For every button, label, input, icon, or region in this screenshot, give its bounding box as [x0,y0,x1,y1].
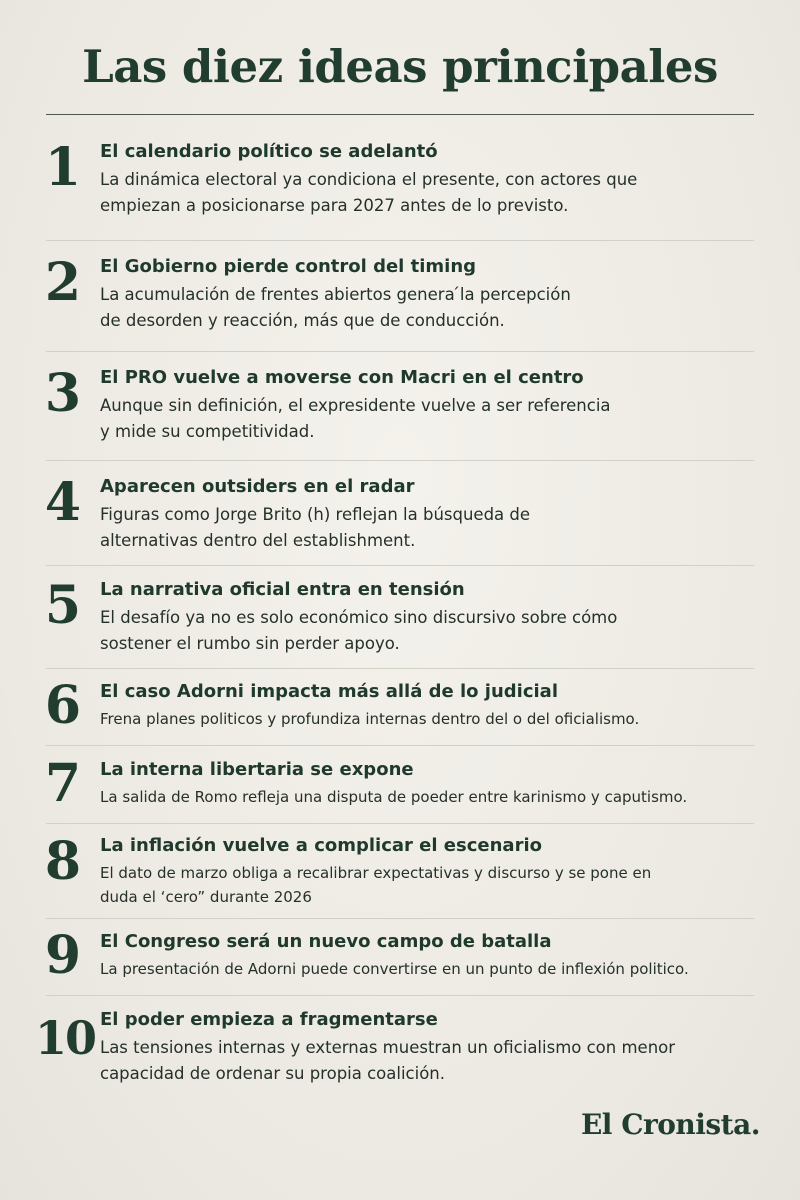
idea-number: 3 [44,363,82,424]
item-divider [46,240,754,241]
idea-number: 7 [44,753,82,814]
title-divider [46,114,754,115]
item-divider [46,351,754,352]
description-line: de desorden y reacción, más que de conducción. [100,311,505,330]
idea-description [100,605,780,657]
description-line: Figuras como Jorge Brito (h) reflejan la búsqueda de [100,505,531,524]
item-divider [46,745,754,746]
idea-heading: La interna libertaria se expone [100,759,414,780]
description-line: Aunque sin definición, el expresidente vuelve a ser referencia [100,396,611,415]
idea-number: 4 [44,472,82,533]
idea-description [100,957,790,981]
description-line: alternativas dentro del establishment. [100,531,416,550]
idea-number: 10 [34,1011,95,1065]
idea-description [100,393,780,445]
idea-number: 2 [44,252,82,313]
item-divider [46,918,754,919]
publisher-logo: El Cronista. [580,1108,760,1141]
description-line: El desafío ya no es solo económico sino discursivo sobre cómo [100,608,618,627]
idea-heading: La narrativa oficial entra en tensión [100,579,465,600]
idea-heading: El caso Adorni impacta más allá de lo judicial [100,681,558,702]
idea-number: 8 [44,831,82,892]
idea-description [100,861,790,909]
description-line: La dinámica electoral ya condiciona el presente, con actores que [100,170,638,189]
description-line: La acumulación de frentes abiertos genera ́la percepción [100,285,571,304]
description-line: y mide su competitividad. [100,422,315,441]
idea-heading: La inflación vuelve a complicar el escenario [100,835,542,856]
idea-heading: El PRO vuelve a moverse con Macri en el centro [100,367,584,388]
item-divider [46,565,754,566]
idea-description [100,167,780,219]
idea-description [100,502,780,554]
idea-number: 1 [44,137,82,198]
idea-number: 5 [44,575,82,636]
idea-heading: El calendario político se adelantó [100,141,438,162]
description-line: Frena planes politicos y profundiza internas dentro del o del oficialismo. [100,710,640,728]
idea-heading: El poder empieza a fragmentarse [100,1009,438,1030]
page-title: Las diez ideas principales [82,40,718,93]
description-line: La salida de Romo refleja una disputa de poeder entre karinismo y caputismo. [100,788,688,806]
idea-number: 6 [44,675,82,736]
idea-description [100,1035,780,1087]
description-line: El dato de marzo obliga a recalibrar expectativas y discurso y se pone en [100,864,652,882]
item-divider [46,823,754,824]
item-divider [46,995,754,996]
idea-description [100,785,790,809]
idea-heading: Aparecen outsiders en el radar [100,476,415,497]
idea-heading: El Congreso será un nuevo campo de batalla [100,931,552,952]
description-line: empiezan a posicionarse para 2027 antes de lo previsto. [100,196,569,215]
description-line: capacidad de ordenar su propia coalición. [100,1064,446,1083]
idea-number: 9 [44,925,82,986]
description-line: La presentación de Adorni puede convertirse en un punto de inflexión politico. [100,960,689,978]
item-divider [46,460,754,461]
description-line: duda el ‘cero” durante 2026 [100,888,312,906]
description-line: sostener el rumbo sin perder apoyo. [100,634,400,653]
idea-heading: El Gobierno pierde control del timing [100,256,477,277]
item-divider [46,668,754,669]
idea-description [100,282,780,334]
idea-description [100,707,790,731]
description-line: Las tensiones internas y externas muestran un oficialismo con menor [100,1038,676,1057]
